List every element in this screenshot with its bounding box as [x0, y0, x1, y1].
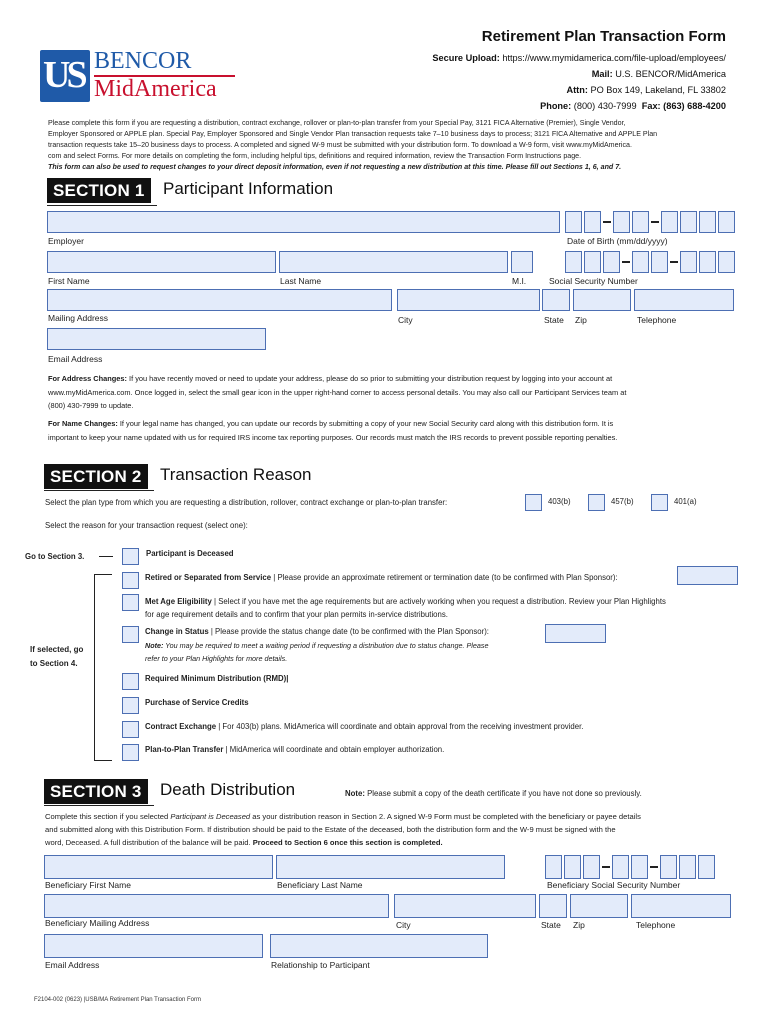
- form-code-footer: F2104-002 (0623) |USB/MA Retirement Plan Transaction Form: [34, 997, 201, 1003]
- status-note: [145, 639, 488, 665]
- relationship-label: Relationship to Participant: [271, 960, 370, 970]
- section3-desc-text: word, Deceased. A full distribution of the balance will be paid.: [45, 838, 253, 847]
- beneficiary-state-field[interactable]: [539, 894, 567, 918]
- ssn-digit[interactable]: [632, 251, 649, 273]
- beneficiary-city-label: City: [396, 920, 411, 930]
- beneficiary-telephone-label: Telephone: [636, 920, 676, 930]
- reason-plan-transfer-label: Plan-to-Plan Transfer: [145, 745, 224, 754]
- beneficiary-ssn-digit[interactable]: [698, 855, 715, 879]
- section2-badge: SECTION 2: [44, 464, 148, 489]
- section3-desc-text: and submitted along with this Distribution Form. If distribution should be paid to the Estate of the deceased, both the distribution form and the W-9 must be signed with the: [45, 825, 616, 834]
- state-label: State: [544, 315, 564, 325]
- employer-field[interactable]: [47, 211, 560, 233]
- plan-401a-checkbox[interactable]: [651, 494, 668, 511]
- logo-us-mark: [40, 50, 90, 102]
- logo: [40, 50, 240, 105]
- dob-digit[interactable]: [632, 211, 649, 233]
- section1-badge: SECTION 1: [47, 178, 151, 203]
- beneficiary-ssn-digit[interactable]: [631, 855, 648, 879]
- reason-plan-transfer-checkbox[interactable]: [122, 744, 139, 761]
- beneficiary-last-name-label: Beneficiary Last Name: [277, 880, 363, 890]
- dob-separator: [651, 221, 659, 223]
- reason-status-desc: | Please provide the status change date (to be confirmed with the Plan Sponsor):: [208, 627, 489, 636]
- if-selected-line: to Section 4.: [30, 659, 78, 668]
- reason-contract-exchange-text: [145, 722, 583, 731]
- reason-retired-desc: | Please provide an approximate retirement or termination date (to be confirmed with Plan Sponsor):: [271, 573, 618, 582]
- status-note-text: refer to your Plan Highlights for more details.: [145, 654, 288, 663]
- ssn-separator: [670, 261, 678, 263]
- retirement-date-field[interactable]: [677, 566, 738, 585]
- secure-upload-url[interactable]: https://www.mymidamerica.com/file-upload/employees/: [502, 53, 726, 63]
- plan-457b-checkbox[interactable]: [588, 494, 605, 511]
- status-note-text: You may be required to meet a waiting period if requesting a distribution due to status change. Please: [163, 641, 489, 650]
- beneficiary-ssn-digit[interactable]: [564, 855, 581, 879]
- section3-rule: [44, 805, 154, 806]
- reason-deceased-label: Participant is Deceased: [146, 549, 234, 558]
- state-field[interactable]: [542, 289, 570, 311]
- beneficiary-first-name-label: Beneficiary First Name: [45, 880, 131, 890]
- intro-line: Please complete this form if you are requesting a distribution, contract exchange, rollover or plan-to-plan transfer from your Special Pay, 3121 FICA Alternative (Premier), Single Vendor,: [48, 119, 626, 127]
- last-name-label: Last Name: [280, 276, 322, 286]
- secure-upload-line: [432, 50, 726, 66]
- plan-401a-label: 401(a): [674, 497, 697, 506]
- beneficiary-email-label: Email Address: [45, 960, 100, 970]
- reason-deceased-checkbox[interactable]: [122, 548, 139, 565]
- address-change-label: For Address Changes:: [48, 374, 127, 383]
- section2-rule: [44, 490, 154, 491]
- fax-text: Fax: (863) 688-4200: [641, 101, 726, 111]
- section1-rule: [47, 205, 157, 206]
- intro-line-emphasis: This form can also be used to request changes to your direct deposit information, even if not requesting a new distribution at this time. Please fill out Sections 1, 6, and 7.: [48, 163, 622, 171]
- reason-retired-text: [145, 573, 618, 582]
- address-change-text: If you have recently moved or need to update your address, please do so prior to submitting your distribution request by logging into your account at: [126, 374, 613, 383]
- ssn-digit[interactable]: [718, 251, 735, 273]
- intro-paragraph: [48, 118, 738, 173]
- dob-separator: [603, 221, 611, 223]
- if-selected-note: [30, 643, 83, 671]
- dob-digit[interactable]: [680, 211, 697, 233]
- if-selected-line: If selected, go: [30, 645, 84, 654]
- dob-digit[interactable]: [613, 211, 630, 233]
- beneficiary-address-label: Beneficiary Mailing Address: [45, 918, 150, 928]
- reason-contract-exchange-checkbox[interactable]: [122, 721, 139, 738]
- reason-age-text: [145, 595, 666, 621]
- phone-line: [432, 98, 726, 114]
- relationship-field[interactable]: [270, 934, 488, 958]
- section3-note-text: Please submit a copy of the death certificate if you have not done so previously.: [364, 789, 642, 798]
- status-note-label: Note:: [145, 641, 164, 650]
- secure-upload-label: Secure Upload:: [432, 53, 500, 63]
- reason-rmd-label: Required Minimum Distribution (RMD)|: [145, 674, 289, 683]
- dob-digit[interactable]: [565, 211, 582, 233]
- phone-value: (800) 430-7999: [573, 101, 637, 111]
- form-title: Retirement Plan Transaction Form: [481, 28, 726, 45]
- zip-field[interactable]: [573, 289, 631, 311]
- reason-status-checkbox[interactable]: [122, 626, 139, 643]
- city-field[interactable]: [397, 289, 540, 311]
- reason-age-label: Met Age Eligibility: [145, 597, 212, 606]
- plan-403b-checkbox[interactable]: [525, 494, 542, 511]
- beneficiary-ssn-digit[interactable]: [612, 855, 629, 879]
- attn-line: [432, 82, 726, 98]
- reason-service-credits-label: Purchase of Service Credits: [145, 698, 249, 707]
- section3-desc-emphasis: Participant is Deceased: [170, 812, 251, 821]
- ssn-digit[interactable]: [680, 251, 697, 273]
- address-change-text: www.myMidAmerica.com. Once logged in, select the small gear icon in the upper right-hand corner to access personal details. You may also call our Participant Services team at: [48, 387, 627, 397]
- attn-value: PO Box 149, Lakeland, FL 33802: [590, 85, 726, 95]
- email-field[interactable]: [47, 328, 266, 350]
- first-name-label: First Name: [48, 276, 90, 286]
- reason-rmd-checkbox[interactable]: [122, 673, 139, 690]
- reason-service-credits-checkbox[interactable]: [122, 697, 139, 714]
- mail-line: [432, 66, 726, 82]
- reason-age-desc: for age requirement details and to confirm that your plan permits in-service distributions.: [145, 610, 448, 619]
- beneficiary-ssn-digit[interactable]: [660, 855, 677, 879]
- beneficiary-ssn-separator: [602, 866, 610, 868]
- beneficiary-ssn-digit[interactable]: [679, 855, 696, 879]
- name-change-text: important to keep your name updated with us for required IRS income tax reporting purposes. Our records must match the IRS records to prevent possible reporting penalties.: [48, 432, 618, 442]
- beneficiary-ssn-digit[interactable]: [545, 855, 562, 879]
- reason-retired-checkbox[interactable]: [122, 572, 139, 589]
- beneficiary-last-name-field[interactable]: [276, 855, 505, 879]
- plan-457b-label: 457(b): [611, 497, 634, 506]
- telephone-field[interactable]: [634, 289, 734, 311]
- reason-plan-transfer-desc: | MidAmerica will coordinate and obtain employer authorization.: [223, 745, 445, 754]
- section4-bracket: [94, 574, 112, 761]
- city-label: City: [398, 315, 413, 325]
- beneficiary-ssn-separator: [650, 866, 658, 868]
- dob-digit[interactable]: [699, 211, 716, 233]
- beneficiary-ssn-digit[interactable]: [583, 855, 600, 879]
- dob-digit[interactable]: [718, 211, 735, 233]
- beneficiary-ssn-label: Beneficiary Social Security Number: [547, 880, 681, 890]
- section3-desc-text: as your distribution reason in Section 2. A signed W-9 Form must be completed with the beneficiary or payee details: [250, 812, 641, 821]
- plan-403b-label: 403(b): [548, 497, 571, 506]
- section1-title: Participant Information: [163, 179, 334, 198]
- go-section3-note: Go to Section 3.: [25, 552, 85, 561]
- dob-field[interactable]: [565, 211, 733, 233]
- go-section3-arrow: [99, 556, 113, 557]
- telephone-label: Telephone: [637, 315, 677, 325]
- intro-line: com and select Forms. For more details on completing the form, including helpful tips, definitions and required information, review the Transaction Form Instructions page.: [48, 152, 582, 160]
- ssn-digit[interactable]: [651, 251, 668, 273]
- reason-plan-transfer-text: [145, 745, 444, 754]
- email-label: Email Address: [48, 354, 103, 364]
- name-change-label: For Name Changes:: [48, 419, 118, 428]
- dob-label: Date of Birth (mm/dd/yyyy): [567, 236, 668, 246]
- ssn-digit[interactable]: [699, 251, 716, 273]
- beneficiary-telephone-field[interactable]: [631, 894, 731, 918]
- reason-status-label: Change in Status: [145, 627, 209, 636]
- ssn-label: Social Security Number: [549, 276, 638, 286]
- reason-status-text: [145, 627, 489, 636]
- zip-label: Zip: [575, 315, 587, 325]
- mail-value: U.S. BENCOR/MidAmerica: [615, 69, 726, 79]
- reason-contract-exchange-label: Contract Exchange: [145, 722, 217, 731]
- intro-line: transaction requests take 15–20 business days to process. A completed and signed W-9 must be submitted with your distribution form. To download a W-9 form, visit www.myMidAmerica.: [48, 141, 632, 149]
- ssn-digit[interactable]: [565, 251, 582, 273]
- section3-note-label: Note:: [345, 789, 365, 798]
- attn-label: Attn:: [566, 85, 588, 95]
- beneficiary-first-name-field[interactable]: [44, 855, 273, 879]
- section2-title: Transaction Reason: [160, 465, 312, 484]
- beneficiary-email-field[interactable]: [44, 934, 263, 958]
- beneficiary-city-field[interactable]: [394, 894, 536, 918]
- first-name-field[interactable]: [47, 251, 276, 273]
- reason-age-desc: | Select if you have met the age requirements but are actively working when you request a distribution. Review your Plan Highlights: [211, 597, 666, 606]
- section3-desc-proceed: Proceed to Section 6 once this section is completed.: [252, 838, 443, 847]
- ssn-field[interactable]: [565, 251, 733, 273]
- name-change-text: If your legal name has changed, you can update our records by submitting a copy of your new Social Security card along with this distribution form. It is: [117, 419, 614, 428]
- intro-line: Employer Sponsored or APPLE plan. Special Pay, Employer Sponsored and Single Vendor Plan transaction requests take 7–10 business days to process; 3121 FICA Alternative and APPLE Plan: [48, 130, 658, 138]
- beneficiary-state-label: State: [541, 920, 561, 930]
- mailing-address-label: Mailing Address: [48, 313, 109, 323]
- beneficiary-zip-field[interactable]: [570, 894, 628, 918]
- status-change-date-field[interactable]: [545, 624, 606, 643]
- dob-digit[interactable]: [584, 211, 601, 233]
- mi-field[interactable]: [511, 251, 533, 273]
- address-change-text: (800) 430-7999 to update.: [48, 401, 134, 410]
- section3-description: [45, 810, 745, 849]
- reason-contract-exchange-desc: | For 403(b) plans. MidAmerica will coordinate and obtain approval from the receiving investment provider.: [216, 722, 584, 731]
- beneficiary-ssn-field[interactable]: [545, 855, 717, 879]
- logo-bencor-text: BENCOR: [94, 48, 192, 74]
- mailing-address-field[interactable]: [47, 289, 392, 311]
- section3-title: Death Distribution: [160, 780, 296, 799]
- beneficiary-zip-label: Zip: [573, 920, 585, 930]
- logo-us-text: US: [43, 54, 84, 96]
- last-name-field[interactable]: [279, 251, 508, 273]
- ssn-digit[interactable]: [603, 251, 620, 273]
- dob-digit[interactable]: [661, 211, 678, 233]
- reason-age-checkbox[interactable]: [122, 594, 139, 611]
- section3-note: [345, 789, 642, 798]
- contact-block: [432, 50, 726, 114]
- section3-desc-text: Complete this section if you selected: [45, 812, 171, 821]
- mi-label: M.I.: [512, 276, 527, 286]
- employer-label: Employer: [48, 236, 84, 246]
- address-change-note: [48, 372, 738, 413]
- reason-retired-label: Retired or Separated from Service: [145, 573, 272, 582]
- ssn-digit[interactable]: [584, 251, 601, 273]
- reason-prompt: Select the reason for your transaction request (select one):: [45, 521, 248, 530]
- plan-type-prompt: Select the plan type from which you are requesting a distribution, rollover, contract exchange or plan-to-plan transfer:: [45, 498, 448, 507]
- beneficiary-address-field[interactable]: [44, 894, 389, 918]
- ssn-separator: [622, 261, 630, 263]
- phone-label: Phone:: [540, 101, 572, 111]
- name-change-note: [48, 417, 738, 444]
- section3-badge: SECTION 3: [44, 779, 148, 804]
- logo-midamerica-text: MidAmerica: [94, 76, 217, 102]
- mail-label: Mail:: [591, 69, 613, 79]
